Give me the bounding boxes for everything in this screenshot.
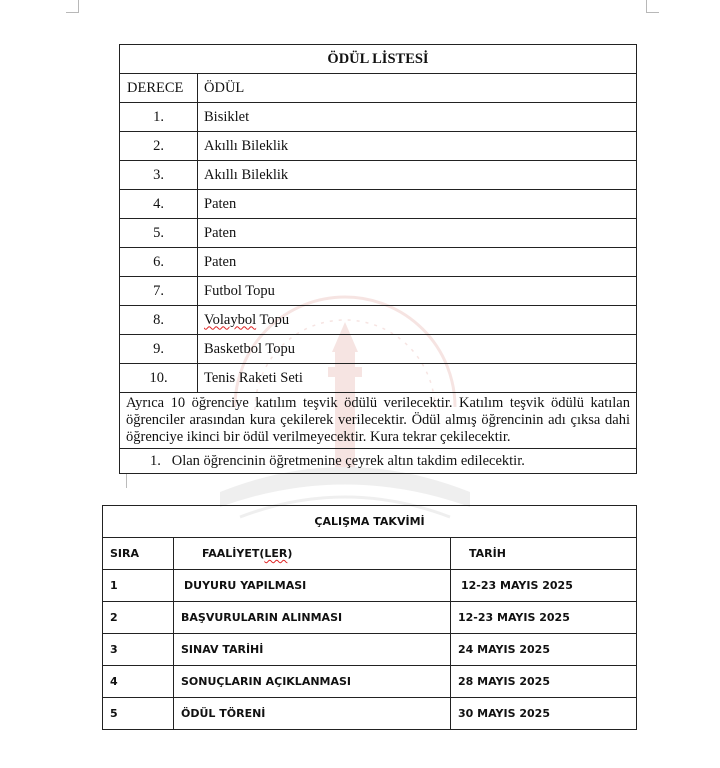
award-list-table xyxy=(119,44,637,474)
schedule-table xyxy=(102,505,637,730)
activity-header-text: ) xyxy=(287,547,293,560)
award-row xyxy=(120,364,637,393)
schedule-row xyxy=(103,698,637,730)
schedule-row xyxy=(103,602,637,634)
order-cell: 5 xyxy=(103,698,174,730)
award-row xyxy=(120,219,637,248)
rank-cell: 2. xyxy=(120,132,198,161)
date-cell: 28 MAYIS 2025 xyxy=(451,666,637,698)
activity-header xyxy=(174,538,451,570)
date-cell: 24 MAYIS 2025 xyxy=(451,634,637,666)
rank-cell: 4. xyxy=(120,190,198,219)
participation-note: Ayrıca 10 öğrenciye katılım teşvik ödülü verilecektir. Katılım teşvik ödülü katılan öğrenciler arasından kura çekilerek verilecektir. Ödül almış öğrencinin adı çıksa dahi öğrenciye ikinci bir ödül verilmeyecektir. Kura tekrar çekilecektir. xyxy=(120,393,637,449)
rank-cell: 7. xyxy=(120,277,198,306)
prize-text: Topu xyxy=(256,311,290,328)
prize-cell: Paten xyxy=(198,219,637,248)
prize-cell: Basketbol Topu xyxy=(198,335,637,364)
extra-award-item xyxy=(120,449,637,474)
award-row xyxy=(120,306,637,335)
activity-cell: BAŞVURULARIN ALINMASI xyxy=(174,602,451,634)
schedule-row xyxy=(103,634,637,666)
award-row xyxy=(120,103,637,132)
schedule-row xyxy=(103,570,637,602)
date-cell: 12-23 MAYIS 2025 xyxy=(451,602,637,634)
prize-cell: Paten xyxy=(198,248,637,277)
prize-cell: Akıllı Bileklik xyxy=(198,132,637,161)
text-cursor xyxy=(126,474,127,488)
date-cell: 12-23 MAYIS 2025 xyxy=(451,570,637,602)
activity-cell: DUYURU YAPILMASI xyxy=(174,570,451,602)
rank-cell: 9. xyxy=(120,335,198,364)
prize-header: ÖDÜL xyxy=(198,74,637,103)
page-corner-mark xyxy=(646,0,659,13)
prize-cell xyxy=(198,306,637,335)
order-cell: 4 xyxy=(103,666,174,698)
prize-cell: Bisiklet xyxy=(198,103,637,132)
award-list-title: ÖDÜL LİSTESİ xyxy=(120,45,637,74)
prize-cell: Akıllı Bileklik xyxy=(198,161,637,190)
extra-item-text: Olan öğrencinin öğretmenine çeyrek altın takdim edilecektir. xyxy=(171,452,525,469)
date-header: TARİH xyxy=(451,538,637,570)
activity-cell: SINAV TARİHİ xyxy=(174,634,451,666)
activity-cell: ÖDÜL TÖRENİ xyxy=(174,698,451,730)
order-cell: 2 xyxy=(103,602,174,634)
prize-cell: Tenis Raketi Seti xyxy=(198,364,637,393)
spellcheck-word[interactable]: Volaybol xyxy=(204,311,257,328)
extra-item-number: 1. xyxy=(150,452,161,469)
page-corner-mark xyxy=(66,0,79,13)
prize-cell: Paten xyxy=(198,190,637,219)
rank-cell: 10. xyxy=(120,364,198,393)
activity-cell: SONUÇLARIN AÇIKLANMASI xyxy=(174,666,451,698)
rank-header: DERECE xyxy=(120,74,198,103)
schedule-title: ÇALIŞMA TAKVİMİ xyxy=(103,506,637,538)
rank-cell: 3. xyxy=(120,161,198,190)
award-row xyxy=(120,161,637,190)
activity-header-text: FAALİYET( xyxy=(202,547,265,560)
order-header: SIRA xyxy=(103,538,174,570)
order-cell: 3 xyxy=(103,634,174,666)
award-row xyxy=(120,132,637,161)
rank-cell: 8. xyxy=(120,306,198,335)
date-cell: 30 MAYIS 2025 xyxy=(451,698,637,730)
spellcheck-word[interactable]: LER xyxy=(264,547,288,560)
award-row xyxy=(120,248,637,277)
rank-cell: 1. xyxy=(120,103,198,132)
prize-cell: Futbol Topu xyxy=(198,277,637,306)
award-row xyxy=(120,277,637,306)
order-cell: 1 xyxy=(103,570,174,602)
rank-cell: 5. xyxy=(120,219,198,248)
rank-cell: 6. xyxy=(120,248,198,277)
award-row xyxy=(120,335,637,364)
award-row xyxy=(120,190,637,219)
schedule-row xyxy=(103,666,637,698)
